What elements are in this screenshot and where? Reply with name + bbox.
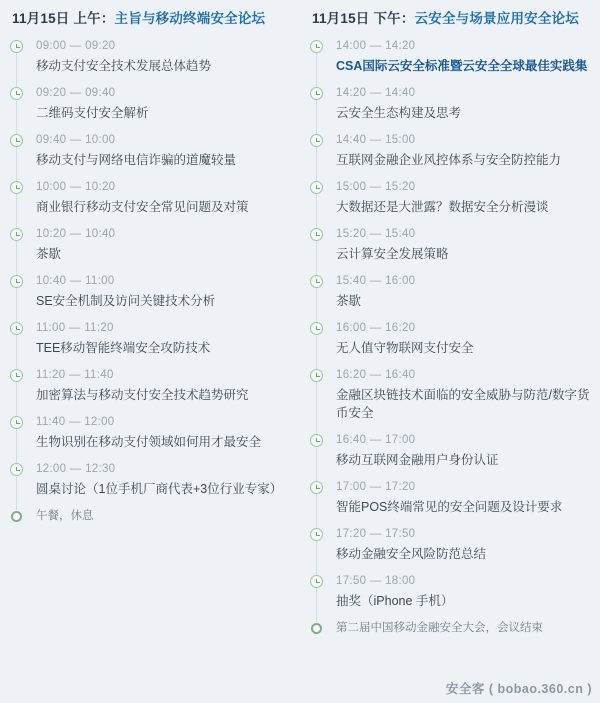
list-item[interactable] [310, 226, 590, 273]
item-topic: 圆桌讨论（1位手机厂商代表+3位行业专家） [36, 482, 283, 496]
item-topic: 金融区块链技术面临的安全威胁与防范/数字货币安全 [336, 388, 590, 420]
clock-icon [310, 40, 323, 53]
list-item[interactable] [310, 573, 590, 620]
clock-icon [310, 575, 323, 588]
list-item[interactable] [310, 320, 590, 367]
clock-icon [310, 134, 323, 147]
clock-icon [10, 181, 23, 194]
clock-icon [310, 369, 323, 382]
list-item[interactable] [310, 367, 590, 432]
agenda-column-afternoon [300, 8, 600, 643]
clock-icon [10, 369, 23, 382]
item-topic: CSA国际云安全标准暨云安全全球最佳实践集 [336, 59, 588, 73]
list-item[interactable] [310, 179, 590, 226]
item-topic: 抽奖（iPhone 手机） [336, 594, 454, 608]
list-item[interactable] [310, 479, 590, 526]
item-topic: TEE移动智能终端安全攻防技术 [36, 341, 211, 355]
item-topic: 云计算安全发展策略 [336, 247, 449, 261]
clock-icon [310, 434, 323, 447]
clock-icon [10, 87, 23, 100]
item-topic: 商业银行移动支付安全常见问题及对策 [36, 200, 249, 214]
item-time: 16:20 — 16:40 [336, 369, 416, 381]
item-time: 11:20 — 11:40 [36, 369, 114, 381]
item-topic: 移动支付安全技术发展总体趋势 [36, 59, 212, 73]
list-item[interactable] [310, 38, 590, 85]
item-time: 09:40 — 10:00 [36, 134, 116, 146]
clock-icon [310, 275, 323, 288]
column-title-afternoon [310, 8, 590, 38]
column-title-morning-date: 11月15日 上午： [12, 11, 115, 26]
list-item[interactable] [310, 85, 590, 132]
item-topic: 无人值守物联网支付安全 [336, 341, 474, 355]
item-time: 17:00 — 17:20 [336, 481, 416, 493]
item-topic: 云安全生态构建及思考 [336, 106, 462, 120]
item-topic: 移动互联网金融用户身份认证 [336, 453, 499, 467]
item-topic: 移动金融安全风险防范总结 [336, 547, 487, 561]
item-time: 16:00 — 16:20 [336, 322, 416, 334]
list-item[interactable] [10, 461, 290, 508]
item-time: 14:40 — 15:00 [336, 134, 416, 146]
column-title-afternoon-date: 11月15日 下午： [312, 11, 415, 26]
list-item[interactable] [310, 432, 590, 479]
item-topic: 二维码支付安全解析 [36, 106, 149, 120]
clock-icon [10, 463, 23, 476]
clock-icon [10, 275, 23, 288]
item-topic: 互联网金融企业风控体系与安全防控能力 [336, 153, 562, 167]
item-time: 09:20 — 09:40 [36, 87, 116, 99]
list-item[interactable] [310, 526, 590, 573]
column-title-afternoon-topic: 云安全与场景应用安全论坛 [414, 11, 579, 26]
item-topic: 茶歇 [36, 247, 62, 261]
list-item[interactable] [10, 38, 290, 85]
item-topic: 生物识别在移动支付领域如何用才最安全 [36, 435, 262, 449]
list-item[interactable] [310, 273, 590, 320]
dot-icon [11, 511, 22, 522]
item-time: 11:00 — 11:20 [36, 322, 114, 334]
list-item[interactable] [10, 414, 290, 461]
list-item[interactable] [310, 620, 590, 643]
item-time: 16:40 — 17:00 [336, 434, 416, 446]
clock-icon [10, 40, 23, 53]
column-title-morning [10, 8, 290, 38]
clock-icon [10, 322, 23, 335]
item-time: 12:00 — 12:30 [36, 463, 116, 475]
item-time: 17:50 — 18:00 [336, 575, 416, 587]
clock-icon [310, 87, 323, 100]
list-item[interactable] [10, 85, 290, 132]
item-time: 14:00 — 14:20 [336, 40, 416, 52]
item-topic: 加密算法与移动支付安全技术趋势研究 [36, 388, 249, 402]
item-time: 17:20 — 17:50 [336, 528, 416, 540]
clock-icon [10, 228, 23, 241]
list-item[interactable] [10, 132, 290, 179]
watermark: 安全客 ( bobao.360.cn ) [445, 682, 592, 696]
list-item[interactable] [310, 132, 590, 179]
item-time: 09:00 — 09:20 [36, 40, 116, 52]
item-time: 10:20 — 10:40 [36, 228, 116, 240]
agenda-list-morning [10, 38, 290, 531]
agenda-column-morning [0, 8, 300, 643]
clock-icon [310, 481, 323, 494]
column-title-morning-topic: 主旨与移动终端安全论坛 [114, 11, 266, 26]
item-time: 15:20 — 15:40 [336, 228, 416, 240]
dot-icon [311, 623, 322, 634]
item-time: 14:20 — 14:40 [336, 87, 416, 99]
item-topic: 移动支付与网络电信诈骗的道魔较量 [36, 153, 237, 167]
item-time: 11:40 — 12:00 [36, 416, 115, 428]
clock-icon [310, 181, 323, 194]
item-topic: 茶歇 [336, 294, 362, 308]
item-time: 10:40 — 11:00 [36, 275, 115, 287]
list-item[interactable] [10, 179, 290, 226]
item-topic: SE安全机制及访问关键技术分析 [36, 294, 216, 308]
clock-icon [310, 322, 323, 335]
list-item[interactable] [10, 226, 290, 273]
list-item[interactable] [10, 273, 290, 320]
list-item[interactable] [10, 320, 290, 367]
clock-icon [310, 228, 323, 241]
agenda-list-afternoon [310, 38, 590, 643]
item-time: 10:00 — 10:20 [36, 181, 116, 193]
list-item[interactable] [10, 508, 290, 531]
item-topic: 午餐，休息 [36, 510, 94, 522]
clock-icon [10, 134, 23, 147]
item-topic: 大数据还是大泄露？数据安全分析漫谈 [336, 200, 549, 214]
clock-icon [10, 416, 23, 429]
item-time: 15:00 — 15:20 [336, 181, 416, 193]
item-topic: 第二届中国移动金融安全大会，会议结束 [336, 622, 543, 634]
item-topic: 智能POS终端常见的安全问题及设计要求 [336, 500, 563, 514]
list-item[interactable] [10, 367, 290, 414]
item-time: 15:40 — 16:00 [336, 275, 416, 287]
clock-icon [310, 528, 323, 541]
